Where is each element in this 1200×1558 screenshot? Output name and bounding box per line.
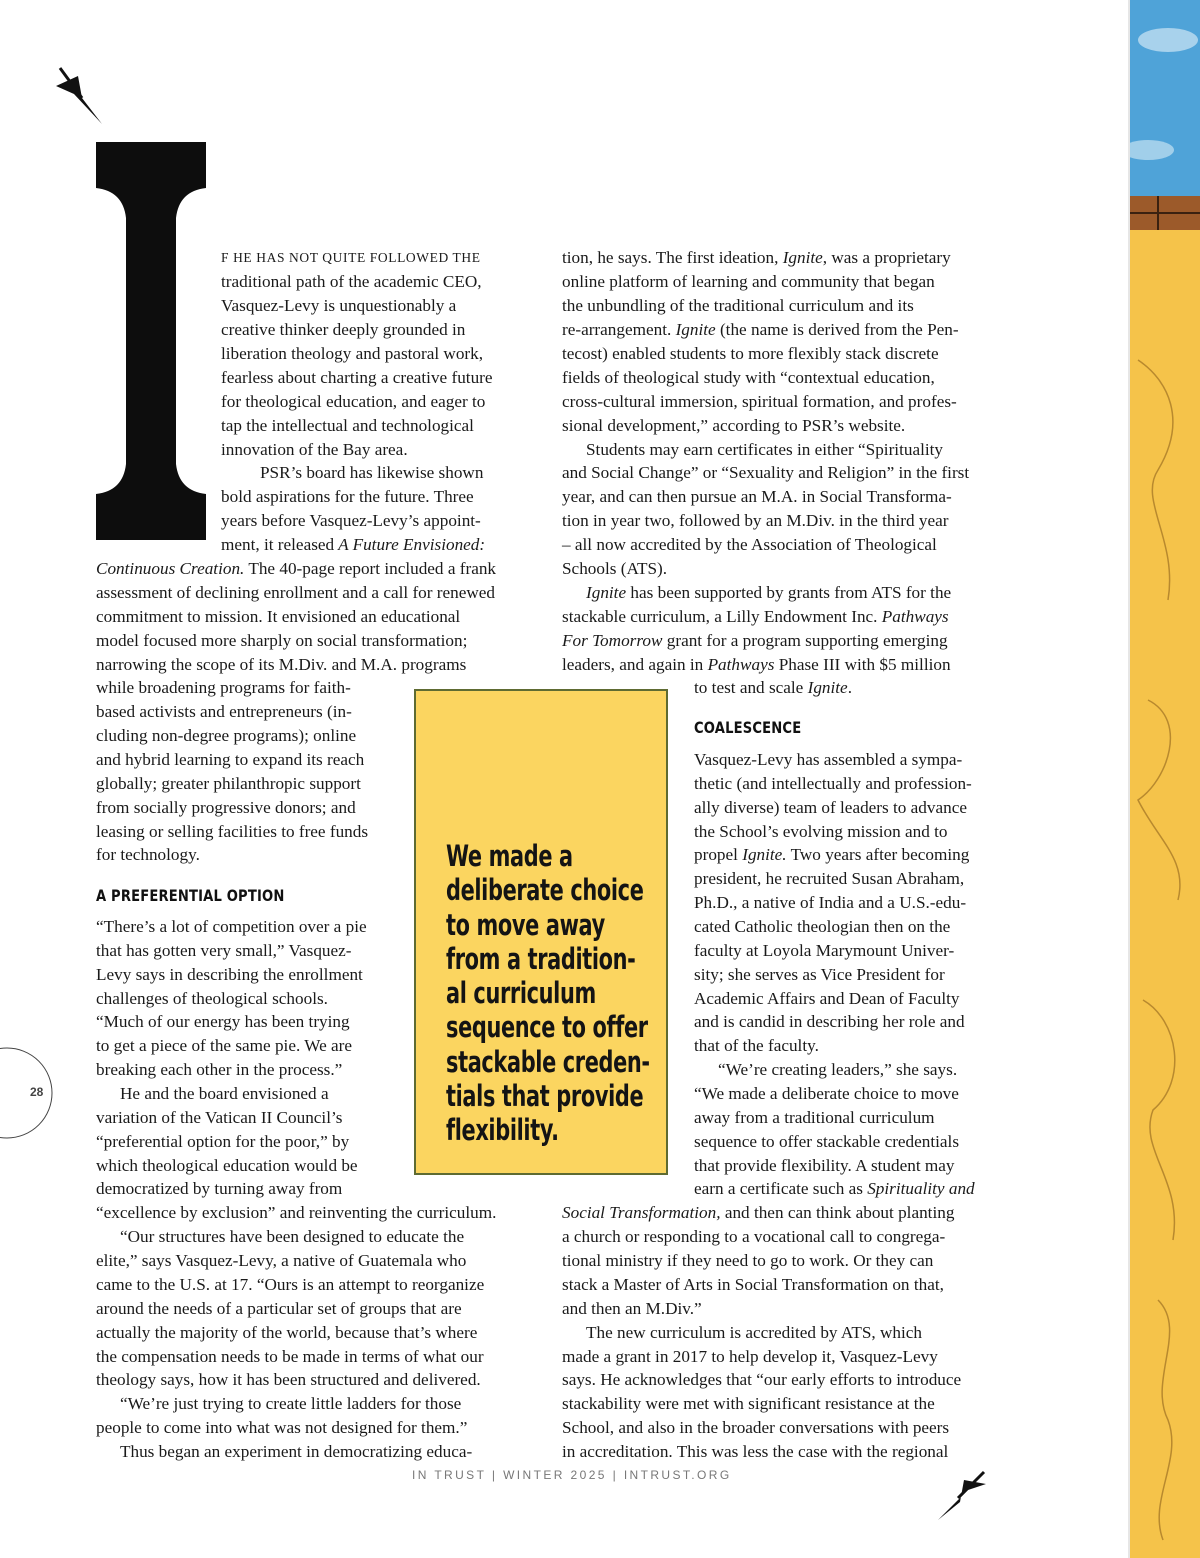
text-run: year, and can then pursue an M.A. in Social Transforma-	[562, 487, 952, 506]
right-column-text-line	[562, 533, 937, 557]
text-run: the compensation needs to be made in terms of what our	[96, 1347, 484, 1366]
text-run: theology says, how it has been structured and delivered.	[96, 1370, 481, 1389]
text-run: people to come into what was not designed for them.”	[96, 1418, 468, 1437]
text-run: for theological education, and eager to	[221, 392, 486, 411]
right-column-text-line	[562, 1201, 954, 1225]
text-run: and hybrid learning to expand its reach	[96, 750, 365, 769]
italic-run: Ignite.	[737, 845, 787, 864]
text-run: earn a certificate such as	[694, 1179, 863, 1198]
text-run: that of the faculty.	[694, 1036, 819, 1055]
text-run: creative thinker deeply grounded in	[221, 320, 466, 339]
left-column-text-line	[96, 1321, 477, 1345]
left-column-text-line	[120, 1082, 329, 1106]
footer-publication-line: IN TRUST | WINTER 2025 | INTRUST.ORG	[412, 1468, 732, 1482]
text-run: tion in year two, followed by an M.Div. in the third year	[562, 511, 949, 530]
left-column-text-line	[96, 724, 356, 748]
right-column-text-line	[562, 1273, 944, 1297]
italic-run: Ignite	[671, 320, 716, 339]
text-run: cross-cultural immersion, spiritual formation, and profes-	[562, 392, 957, 411]
text-run: breaking each other in the process.”	[96, 1060, 343, 1079]
text-run: Schools (ATS).	[562, 559, 668, 578]
right-column-text-line	[694, 1106, 935, 1130]
italic-run: Pathways	[703, 655, 775, 674]
right-column-text-line	[718, 1058, 957, 1082]
text-run: president, he recruited Susan Abraham,	[694, 869, 965, 888]
left-column-text-line	[120, 1392, 461, 1416]
page-number-circle	[0, 1046, 54, 1140]
left-column-text-line	[96, 557, 496, 581]
left-column-text-line	[221, 438, 408, 462]
right-column-text-line	[562, 509, 948, 533]
text-run: “Our structures have been designed to educate the	[120, 1227, 465, 1246]
text-run: tion, he says. The first ideation,	[562, 248, 779, 267]
text-run: Ignite	[586, 583, 627, 602]
left-column-text-line	[221, 318, 465, 342]
left-column-text-line	[96, 1010, 350, 1034]
text-run: liberation theology and pastoral work,	[221, 344, 484, 363]
left-column-text-line	[96, 1130, 349, 1154]
right-column-text-line	[562, 390, 957, 414]
right-column-text-line	[586, 1321, 922, 1345]
right-column-text-line	[694, 963, 945, 987]
text-run: tap the intellectual and technological	[221, 416, 474, 435]
text-run: grant for a program supporting emerging	[662, 631, 948, 650]
italic-run: Spirituality and	[862, 1179, 975, 1198]
text-run: actually the majority of the world, because that’s where	[96, 1323, 478, 1342]
text-run: and is candid in describing her role and	[694, 1012, 965, 1031]
right-column-text-line	[562, 1345, 938, 1369]
left-column-text-line	[96, 843, 200, 867]
text-run: assessment of declining enrollment and a call for renewed	[96, 583, 495, 602]
text-run: “There’s a lot of competition over a pie	[96, 917, 367, 936]
left-column-text-line	[221, 270, 482, 294]
right-column-text-line	[562, 270, 935, 294]
left-column-text-line	[221, 246, 481, 270]
left-column-text-line	[221, 533, 485, 557]
left-column-text-line	[96, 1177, 342, 1201]
right-column-text-line	[562, 342, 939, 366]
right-column-text-line	[562, 318, 959, 342]
text-run: Vasquez-Levy is unquestionably a	[221, 296, 457, 315]
text-run: to test and scale	[694, 678, 804, 697]
text-run: narrowing the scope of its M.Div. and M.A. programs	[96, 655, 467, 674]
left-column-text-line	[96, 581, 495, 605]
right-column-text-line	[694, 820, 948, 844]
section-heading-preferential-option: A PREFERENTIAL OPTION	[96, 886, 285, 905]
text-run: Phase III with $5 million	[774, 655, 951, 674]
left-column-text-line	[96, 1416, 467, 1440]
text-run: years before Vasquez-Levy’s appoint-	[221, 511, 481, 530]
arrow-pointer-icon	[52, 64, 108, 128]
section-heading-coalescence: COALESCENCE	[694, 718, 802, 737]
text-run: – all now accredited by the Association of Theological	[562, 535, 937, 554]
text-run: while broadening programs for faith-	[96, 678, 351, 697]
pull-quote-line: deliberate choice	[446, 873, 644, 908]
text-run: faculty at Loyola Marymount Univer-	[694, 941, 955, 960]
text-run: tional ministry if they need to go to work. Or they can	[562, 1251, 934, 1270]
left-column-text-line	[96, 1058, 342, 1082]
text-run: “Much of our energy has been trying	[96, 1012, 350, 1031]
text-run: ally diverse) team of leaders to advance	[694, 798, 967, 817]
text-run: propel	[694, 845, 738, 864]
text-run: sity; she serves as Vice President for	[694, 965, 945, 984]
text-run: cluding non-degree programs); online	[96, 726, 357, 745]
text-run: the School’s evolving mission and to	[694, 822, 948, 841]
text-run: that provide flexibility. A student may	[694, 1156, 955, 1175]
right-column-text-line	[694, 1010, 965, 1034]
text-run: the unbundling of the traditional curriculum and its	[562, 296, 914, 315]
right-column-text-line	[562, 1392, 935, 1416]
left-column-text-line	[120, 1440, 472, 1464]
text-run: and Social Change” or “Sexuality and Religion” in the first	[562, 463, 970, 482]
page-number: 28	[30, 1085, 44, 1099]
left-column-text-line	[96, 963, 363, 987]
text-run: bold aspirations for the future. Three	[221, 487, 474, 506]
right-column-text-line	[694, 891, 966, 915]
text-run: traditional path of the academic CEO,	[221, 272, 482, 291]
left-column-text-line	[221, 342, 483, 366]
text-run: “We’re just trying to create little ladders for those	[120, 1394, 462, 1413]
right-column-text-line	[694, 796, 967, 820]
text-run: tecost) enabled students to more flexibly stack discrete	[562, 344, 939, 363]
text-run: challenges of theological schools.	[96, 989, 328, 1008]
text-run: globally; greater philanthropic support	[96, 774, 361, 793]
left-column-text-line	[96, 939, 352, 963]
right-column-text-line	[694, 676, 852, 700]
right-column-text-line	[562, 653, 951, 677]
dropcap-letter	[96, 142, 206, 540]
left-column-text-line	[96, 820, 368, 844]
pull-quote-text	[446, 839, 662, 1148]
pull-quote-line: stackable creden-	[446, 1044, 650, 1079]
left-column-text-line	[221, 414, 474, 438]
right-column-text-line	[562, 1297, 702, 1321]
left-column-text-line	[96, 1034, 352, 1058]
text-run: democratized by turning away from	[96, 1179, 343, 1198]
cover-art-edge-illustration	[1128, 0, 1200, 1558]
text-run: “We made a deliberate choice to move	[694, 1084, 959, 1103]
pull-quote-line: to move away	[446, 907, 605, 942]
text-run: PSR’s board has likewise shown	[260, 463, 484, 482]
left-column-text-line	[96, 1368, 481, 1392]
text-run: model focused more sharply on social transformation;	[96, 631, 468, 650]
text-run: re-arrangement.	[562, 320, 672, 339]
text-run: Academic Affairs and Dean of Faculty	[694, 989, 960, 1008]
text-run: (the name is derived from the Pen-	[715, 320, 959, 339]
text-run: from socially progressive donors; and	[96, 798, 356, 817]
text-run: For Tomorrow	[562, 631, 663, 650]
right-column-text-line	[562, 1249, 933, 1273]
text-run: Ph.D., a native of India and a U.S.-edu-	[694, 893, 967, 912]
pull-quote-line: tials that provide	[446, 1079, 644, 1114]
left-column-text-line	[96, 1249, 466, 1273]
arrow-pointer-icon	[934, 1464, 990, 1524]
pull-quote-line: from a tradition-	[446, 941, 636, 976]
text-run: He and the board envisioned a	[120, 1084, 329, 1103]
right-column-text-line	[562, 366, 935, 390]
text-run: fields of theological study with “contextual education,	[562, 368, 935, 387]
right-column-text-line	[562, 485, 952, 509]
text-run: Levy says in describing the enrollment	[96, 965, 363, 984]
text-run: made a grant in 2017 to help develop it, Vasquez-Levy	[562, 1347, 938, 1366]
italic-run: Ignite	[803, 678, 848, 697]
text-run: thetic (and intellectually and profession-	[694, 774, 972, 793]
text-run: came to the U.S. at 17. “Ours is an attempt to reorganize	[96, 1275, 485, 1294]
text-run: commitment to mission. It envisioned an educational	[96, 607, 461, 626]
text-run: “excellence by exclusion” and reinventing the curriculum.	[96, 1203, 497, 1222]
left-column-text-line	[221, 485, 474, 509]
text-run: The 40-page report included a frank	[244, 559, 497, 578]
text-run: fearless about charting a creative future	[221, 368, 493, 387]
text-run: leaders, and again in	[562, 655, 704, 674]
right-column-text-line	[562, 605, 949, 629]
text-run: ment, it released	[221, 535, 335, 554]
right-column-text-line	[694, 1177, 975, 1201]
text-run: stackable curriculum, a Lilly Endowment Inc.	[562, 607, 878, 626]
left-column-text-line	[96, 748, 364, 772]
text-run: a church or responding to a vocational call to congrega-	[562, 1227, 946, 1246]
left-column-text-line	[96, 1201, 496, 1225]
right-column-text-line	[694, 1034, 819, 1058]
right-column-text-line	[586, 438, 943, 462]
right-column-text-line	[562, 557, 667, 581]
left-column-text-line	[96, 653, 466, 677]
italic-run: Pathways	[877, 607, 949, 626]
text-run: Two years after becoming	[786, 845, 970, 864]
right-column-text-line	[562, 414, 905, 438]
text-run: Students may earn certificates in either “Spirituality	[586, 440, 944, 459]
text-run: Vasquez-Levy has assembled a sympa-	[694, 750, 963, 769]
text-run: to get a piece of the same pie. We are	[96, 1036, 352, 1055]
right-column-text-line	[694, 772, 972, 796]
left-column-text-line	[260, 461, 483, 485]
left-column-text-line	[221, 366, 493, 390]
text-run: “preferential option for the poor,” by	[96, 1132, 350, 1151]
text-run: for technology.	[96, 845, 200, 864]
left-column-text-line	[96, 915, 367, 939]
italic-run: Ignite	[778, 248, 823, 267]
text-run: leasing or selling facilities to free funds	[96, 822, 369, 841]
text-run: innovation of the Bay area.	[221, 440, 408, 459]
text-run: F HE HAS NOT QUITE FOLLOWED THE	[221, 250, 481, 265]
left-column-text-line	[96, 772, 361, 796]
text-run: away from a traditional curriculum	[694, 1108, 935, 1127]
left-column-text-line	[96, 605, 460, 629]
right-column-text-line	[562, 461, 969, 485]
text-run: stack a Master of Arts in Social Transformation on that,	[562, 1275, 944, 1294]
left-column-text-line	[96, 1345, 484, 1369]
text-run: elite,” says Vasquez-Levy, a native of Guatemala who	[96, 1251, 467, 1270]
left-column-text-line	[96, 1106, 342, 1130]
right-column-text-line	[694, 748, 962, 772]
right-column-text-line	[562, 629, 948, 653]
text-run: School, and also in the broader conversations with peers	[562, 1418, 950, 1437]
text-run: online platform of learning and community that began	[562, 272, 935, 291]
text-run: sional development,” according to PSR’s website.	[562, 416, 906, 435]
left-column-text-line	[96, 1297, 462, 1321]
left-column-text-line	[221, 294, 456, 318]
left-column-text-line	[120, 1225, 464, 1249]
right-column-text-line	[562, 1416, 949, 1440]
left-column-text-line	[96, 1154, 358, 1178]
right-column-text-line	[694, 939, 954, 963]
text-run: that has gotten very small,” Vasquez-	[96, 941, 352, 960]
left-column-text-line	[221, 509, 481, 533]
text-run: and then an M.Div.”	[562, 1299, 702, 1318]
text-run: which theological education would be	[96, 1156, 358, 1175]
right-column-text-line	[694, 867, 964, 891]
pull-quote-line: flexibility.	[446, 1113, 559, 1148]
text-run: in accreditation. This was less the case with the regional	[562, 1442, 949, 1461]
text-run: sequence to offer stackable credentials	[694, 1132, 960, 1151]
left-column-text-line	[96, 987, 328, 1011]
text-run: .	[847, 678, 852, 697]
pull-quote-line: al curriculum	[446, 976, 596, 1011]
italic-run: A Future Envisioned:	[334, 535, 486, 554]
right-column-text-line	[694, 915, 950, 939]
right-column-text-line	[562, 1368, 961, 1392]
text-run: around the needs of a particular set of groups that are	[96, 1299, 462, 1318]
right-column-text-line	[562, 1225, 945, 1249]
pull-quote-line: sequence to offer	[446, 1010, 648, 1045]
left-column-text-line	[96, 629, 467, 653]
left-column-text-line	[96, 796, 356, 820]
text-run: variation of the Vatican II Council’s	[96, 1108, 343, 1127]
left-column-text-line	[221, 390, 485, 414]
text-run: Social Transformation,	[562, 1203, 721, 1222]
text-run: and then can think about planting	[720, 1203, 955, 1222]
right-column-text-line	[694, 987, 960, 1011]
left-column-text-line	[96, 1273, 484, 1297]
text-run: Thus began an experiment in democratizing educa-	[120, 1442, 473, 1461]
text-run: stackability were met with significant resistance at the	[562, 1394, 935, 1413]
pull-quote-box	[414, 689, 668, 1175]
right-column-text-line	[694, 843, 969, 867]
text-run: The new curriculum is accredited by ATS, which	[586, 1323, 923, 1342]
right-column-text-line	[694, 1154, 954, 1178]
text-run: “We’re creating leaders,” she says.	[718, 1060, 958, 1079]
right-column-text-line	[694, 1130, 959, 1154]
text-run: cated Catholic theologian then on the	[694, 917, 951, 936]
text-run: has been supported by grants from ATS for the	[626, 583, 952, 602]
text-run: says. He acknowledges that “our early efforts to introduce	[562, 1370, 962, 1389]
left-column-text-line	[96, 676, 351, 700]
left-column-text-line	[96, 700, 352, 724]
text-run: based activists and entrepreneurs (in-	[96, 702, 352, 721]
right-column-text-line	[562, 246, 951, 270]
text-run: , was a proprietary	[822, 248, 951, 267]
right-column-text-line	[694, 1082, 959, 1106]
right-column-text-line	[562, 1440, 948, 1464]
text-run: Continuous Creation.	[96, 559, 245, 578]
pull-quote-line: We made a	[446, 839, 573, 873]
right-column-text-line	[586, 581, 951, 605]
right-column-text-line	[562, 294, 914, 318]
